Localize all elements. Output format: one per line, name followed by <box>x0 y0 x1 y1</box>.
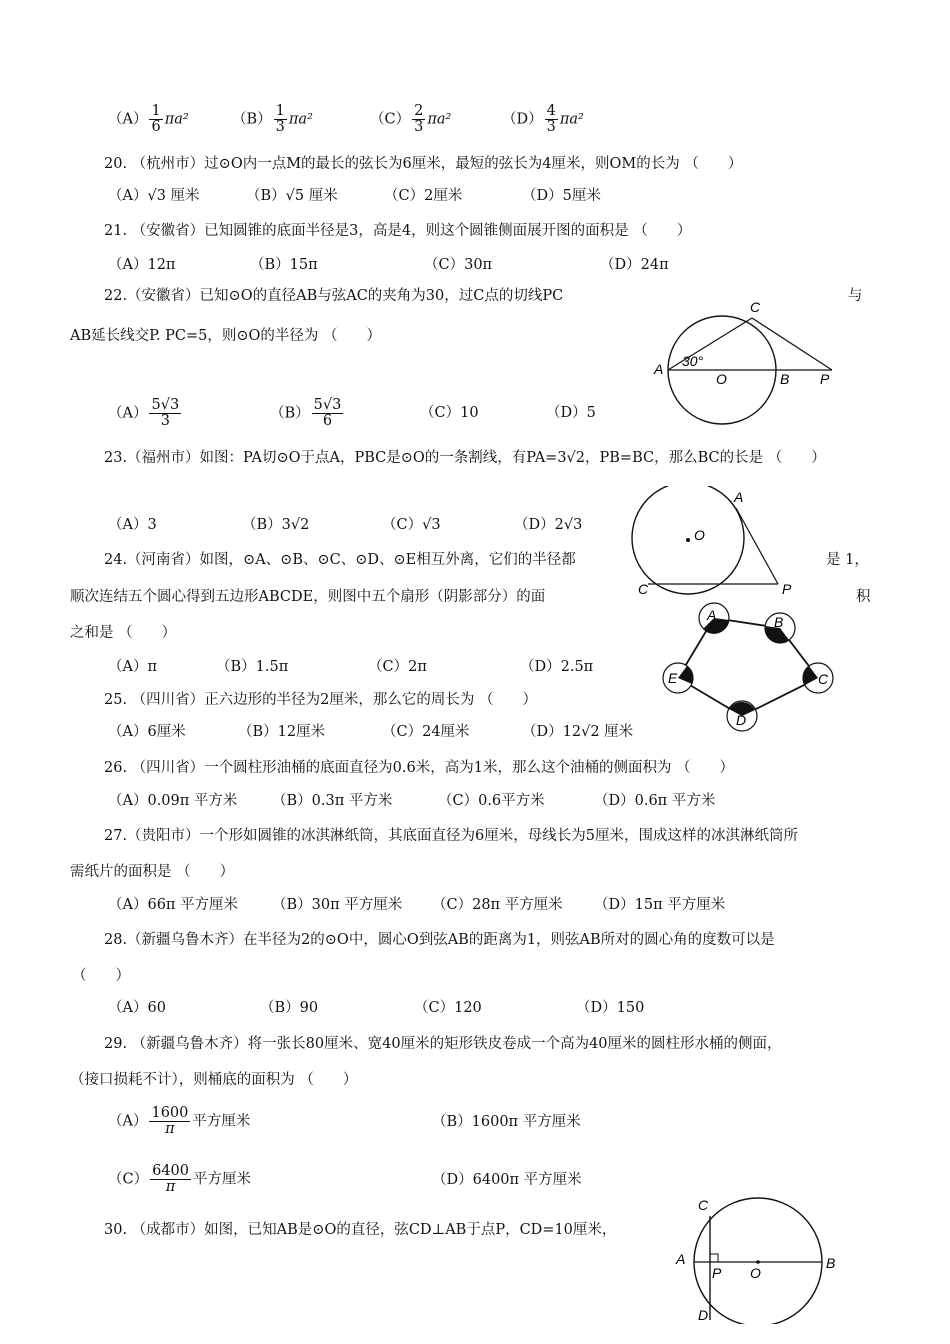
q27-option-b: （B）30π 平方厘米 <box>272 897 403 913</box>
q26-option-a: （A）0.09π 平方米 <box>108 793 238 809</box>
q28-option-a: （A）60 <box>108 1000 166 1016</box>
q23-stem: 23.（福州市）如图：PA切⊙O于点A，PBC是⊙O的一条割线，有PA=3√2，PB=BC，那么BC的长是 （ ） <box>104 450 826 466</box>
figure-q23 <box>628 486 798 596</box>
q20-option-b: （B）√5 厘米 <box>246 188 338 204</box>
label-p: P <box>712 1265 722 1281</box>
line-cp <box>752 318 832 370</box>
label-c: C <box>750 299 761 315</box>
q30-stem: 30. （成都市）如图，已知AB是⊙O的直径，弦CD⊥AB于点P，CD=10厘米， <box>104 1222 617 1238</box>
label-c: C <box>698 1197 709 1213</box>
q23-option-b: （B）3√2 <box>242 517 310 533</box>
q23-option-c: （C）√3 <box>382 517 441 533</box>
q27-option-a: （A）66π 平方厘米 <box>108 897 239 913</box>
q29-stem-line1: 29. （新疆乌鲁木齐）将一张长80厘米、宽40厘米的矩形铁皮卷成一个高为40厘米的圆柱形水桶的侧面， <box>104 1036 782 1052</box>
q19-option-a: （A） $\frac{1}{6}$ πa² <box>108 103 189 135</box>
pentagon-abcde <box>678 618 818 716</box>
svg-text:C: C <box>818 671 829 687</box>
q22-option-d: （D）5 <box>546 405 596 421</box>
q29-option-b: （B）1600π 平方厘米 <box>432 1114 581 1130</box>
q24-stem-line1-end: 是 1， <box>826 552 869 568</box>
q27-option-d: （D）15π 平方厘米 <box>594 897 726 913</box>
q29-option-a: （A） $\frac{1600}{\pi}$ 平方厘米 <box>108 1105 251 1137</box>
q22-option-c: （C）10 <box>420 405 479 421</box>
center-dot <box>756 1260 760 1264</box>
svg-text:A: A <box>707 607 717 623</box>
q19-option-c: （C） $\frac{2}{3}$ πa² <box>370 103 452 135</box>
q29-stem-line2: （接口损耗不计），则桶底的面积为 （ ） <box>70 1072 358 1088</box>
q28-option-c: （C）120 <box>414 1000 482 1016</box>
circle-b <box>765 613 795 643</box>
q22-option-a: （A） $\frac{5√3}{3}$ <box>108 397 180 429</box>
label-d: D <box>698 1307 709 1323</box>
label-o: O <box>694 527 705 543</box>
label-o: O <box>716 371 727 387</box>
label-o: O <box>750 1265 761 1281</box>
q24-option-c: （C）2π <box>368 659 427 675</box>
q22-stem-line2: AB延长线交P. PC=5，则⊙O的半径为 （ ） <box>70 328 382 344</box>
svg-text:E: E <box>668 670 678 686</box>
circle-d <box>727 701 757 731</box>
svg-text:D: D <box>736 712 747 728</box>
label-a: A <box>676 1251 686 1267</box>
q24-stem-line2: 顺次连结五个圆心得到五边形ABCDE，则图中五个扇形（阴影部分）的面 <box>70 589 546 605</box>
label-angle: 30° <box>682 353 704 369</box>
q20-stem: 20. （杭州市）过⊙O内一点M的最长的弦长为6厘米，最短的弦长为4厘米，则OM的长为 （ ） <box>104 156 743 172</box>
q20-option-d: （D）5厘米 <box>522 188 601 204</box>
q27-stem-line2: 需纸片的面积是 （ ） <box>70 864 235 880</box>
q28-stem-line2: （ ） <box>72 968 130 984</box>
q22-stem-line1: 22.（安徽省）已知⊙O的直径AB与弦AC的夹角为30，过C点的切线PC <box>104 288 564 304</box>
center-dot <box>686 538 690 542</box>
q22-option-b: （B） $\frac{5√3}{6}$ <box>270 397 342 429</box>
q25-option-d: （D）12√2 厘米 <box>522 724 634 740</box>
q24-stem-line1: 24.（河南省）如图，⊙A、⊙B、⊙C、⊙D、⊙E相互外离，它们的半径都 <box>104 552 576 568</box>
circle-c <box>803 663 833 693</box>
q26-option-b: （B）0.3π 平方米 <box>272 793 393 809</box>
q21-option-d: （D）24π <box>600 257 669 273</box>
q26-option-d: （D）0.6π 平方米 <box>594 793 716 809</box>
svg-text:B: B <box>774 614 784 630</box>
q24-option-b: （B）1.5π <box>216 659 289 675</box>
q20-option-a: （A）√3 厘米 <box>108 188 200 204</box>
circle-e <box>663 663 693 693</box>
figure-q24 <box>660 598 844 738</box>
right-angle-mark <box>710 1254 718 1262</box>
q29-option-d: （D）6400π 平方厘米 <box>432 1172 582 1188</box>
q27-option-c: （C）28π 平方厘米 <box>432 897 563 913</box>
q21-stem: 21. （安徽省）已知圆锥的底面半径是3，高是4，则这个圆锥侧面展开图的面积是 （ ） <box>104 223 692 239</box>
line-ap <box>736 508 778 584</box>
q21-option-c: （C）30π <box>424 257 493 273</box>
label-c: C <box>638 581 649 596</box>
q21-option-b: （B）15π <box>250 257 318 273</box>
q20-option-c: （C）2厘米 <box>384 188 463 204</box>
figure-q30 <box>672 1192 848 1324</box>
label-a: A <box>734 489 744 505</box>
q27-stem-line1: 27.（贵阳市）一个形如圆锥的冰淇淋纸筒，其底面直径为6厘米，母线长为5厘米，围成这样的冰淇淋纸筒所 <box>104 828 799 844</box>
figure-q22 <box>648 296 840 428</box>
q24-option-d: （D）2.5π <box>520 659 594 675</box>
q26-stem: 26. （四川省）一个圆柱形油桶的底面直径为0.6米，高为1米，那么这个油桶的侧面积为 （ ） <box>104 760 735 776</box>
q21-option-a: （A）12π <box>108 257 176 273</box>
label-b: B <box>780 371 790 387</box>
line-ac <box>668 318 752 370</box>
circle-a <box>699 603 729 634</box>
q28-option-d: （D）150 <box>576 1000 645 1016</box>
q24-stem-line2-end: 积 <box>856 589 871 605</box>
label-p: P <box>782 581 792 596</box>
q25-stem: 25. （四川省）正六边形的半径为2厘米，那么它的周长为 （ ） <box>104 692 538 708</box>
q24-stem-line3: 之和是 （ ） <box>70 625 177 641</box>
label-a: A <box>654 361 664 377</box>
q24-option-a: （A）π <box>108 659 158 675</box>
q19-option-b: （B） $\frac{1}{3}$ πa² <box>232 103 313 135</box>
q22-stem-line1-end: 与 <box>848 288 863 304</box>
label-p: P <box>820 371 830 387</box>
q28-stem-line1: 28.（新疆乌鲁木齐）在半径为2的⊙O中，圆心O到弦AB的距离为1，则弦AB所对的圆心角的度数可以是 <box>104 932 775 948</box>
q25-option-c: （C）24厘米 <box>382 724 470 740</box>
q23-option-d: （D）2√3 <box>514 517 583 533</box>
q28-option-b: （B）90 <box>260 1000 319 1016</box>
q19-option-d: （D） $\frac{4}{3}$ πa² <box>502 103 584 135</box>
q29-option-c: （C） $\frac{6400}{\pi}$ 平方厘米 <box>108 1163 252 1195</box>
q23-option-a: （A）3 <box>108 517 157 533</box>
q25-option-a: （A）6厘米 <box>108 724 186 740</box>
label-b: B <box>826 1255 836 1271</box>
q26-option-c: （C）0.6平方米 <box>438 793 545 809</box>
q25-option-b: （B）12厘米 <box>238 724 326 740</box>
